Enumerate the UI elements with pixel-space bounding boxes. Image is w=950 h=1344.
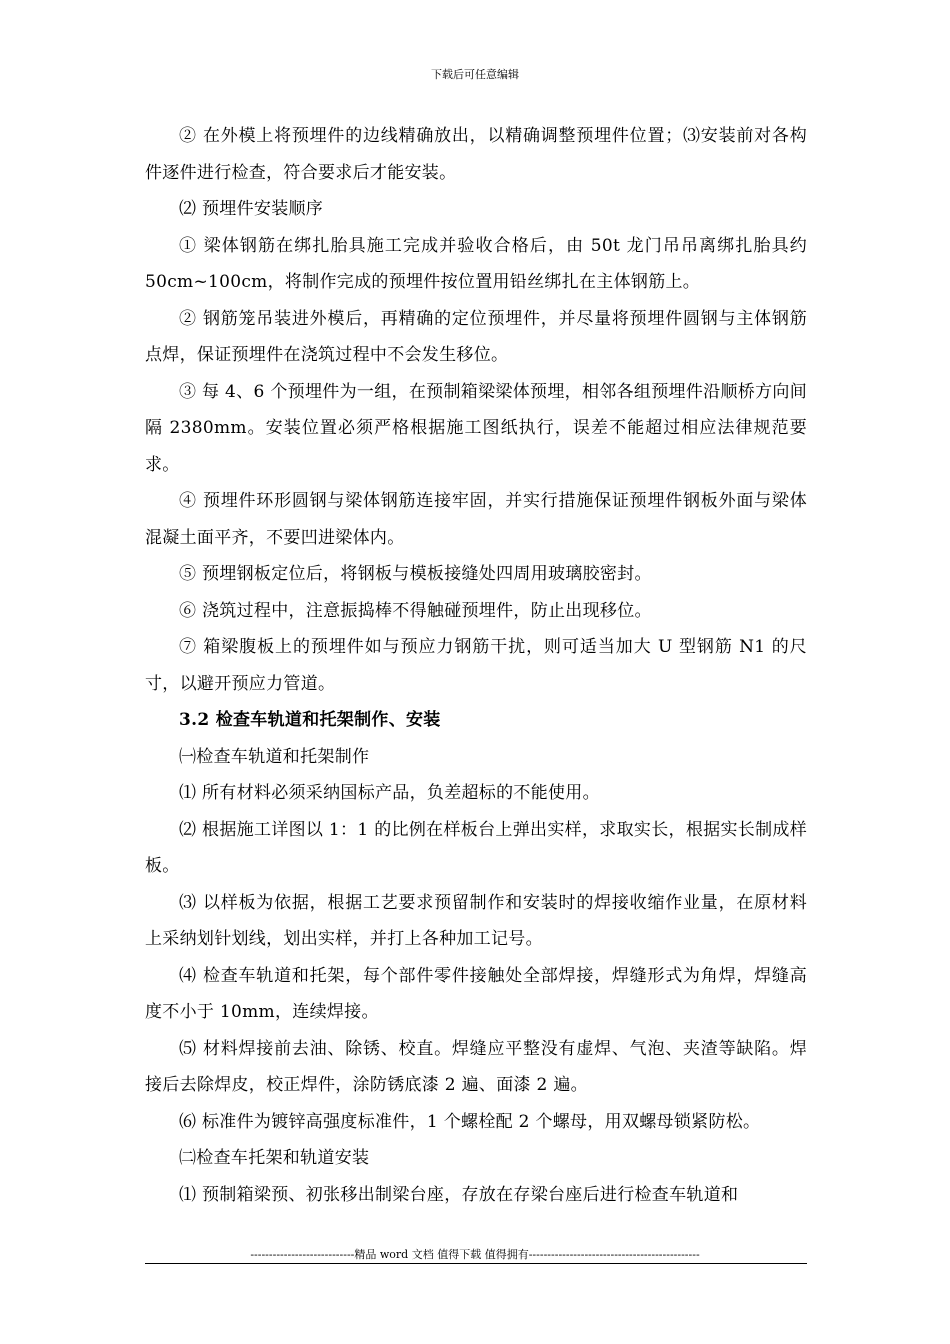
header-note: 下载后可任意编辑 (431, 68, 519, 81)
paragraph: ⑵ 根据施工详图以 1：1 的比例在样板台上弹出实样，求取实长，根据实长制成样板。 (145, 819, 807, 876)
paragraph: ③ 每 4、6 个预埋件为一组，在预制箱梁梁体预埋，相邻各组预埋件沿顺桥方向间隔 2380mm。安装位置必须严格根据施工图纸执行，误差不能超过相应法律规范要求。 (145, 381, 807, 475)
footer-note: ----------------------------精品 word 文档 值得下载 值得拥有---------------------------------------------- (250, 1248, 700, 1261)
paragraph: ⑹ 标准件为镀锌高强度标准件，1 个螺栓配 2 个螺母，用双螺母锁紧防松。 (179, 1111, 761, 1132)
paragraph: ⑶ 以样板为依据，根据工艺要求预留制作和安装时的焊接收缩作业量，在原材料上采纳划针划线，划出实样，并打上各种加工记号。 (145, 892, 807, 949)
paragraph: ① 梁体钢筋在绑扎胎具施工完成并验收合格后，由 50t 龙门吊吊离绑扎胎具约 50cm~100cm，将制作完成的预埋件按位置用铅丝绑扎在主体钢筋上。 (145, 235, 807, 292)
paragraph: ⑴ 所有材料必须采纳国标产品，负差超标的不能使用。 (179, 783, 600, 803)
paragraph: ② 在外模上将预埋件的边线精确放出，以精确调整预埋件位置；⑶安装前对各构件逐件进行检查，符合要求后才能安装。 (145, 126, 807, 183)
section-heading: 3.2 检查车轨道和托架制作、安装 (179, 710, 441, 730)
paragraph: ④ 预埋件环形圆钢与梁体钢筋连接牢固，并实行措施保证预埋件钢板外面与梁体混凝土面平齐，不要凹进梁体内。 (145, 491, 807, 548)
paragraph: ⑤ 预埋钢板定位后，将钢板与模板接缝处四周用玻璃胶密封。 (179, 564, 652, 584)
paragraph: ⑥ 浇筑过程中，注意振捣棒不得触碰预埋件，防止出现移位。 (179, 600, 652, 621)
paragraph: ⑸ 材料焊接前去油、除锈、校直。焊缝应平整没有虚焊、气泡、夹渣等缺陷。焊接后去除焊皮，校正焊件，涂防锈底漆 2 遍、面漆 2 遍。 (145, 1038, 807, 1095)
paragraph: ㈡检查车托架和轨道安装 (179, 1148, 370, 1168)
footer-rule (145, 1263, 807, 1264)
paragraph: ⑷ 检查车轨道和托架，每个部件零件接触处全部焊接，焊缝形式为角焊，焊缝高度不小于 10mm，连续焊接。 (145, 965, 807, 1022)
paragraph: ㈠检查车轨道和托架制作 (179, 746, 370, 767)
document-body (145, 118, 807, 1213)
paragraph: ② 钢筋笼吊装进外模后，再精确的定位预埋件，并尽量将预埋件圆钢与主体钢筋点焊，保证预埋件在浇筑过程中不会发生移位。 (145, 308, 807, 365)
paragraph: ⑦ 箱梁腹板上的预埋件如与预应力钢筋干扰，则可适当加大 U 型钢筋 N1 的尺寸，以避开预应力管道。 (145, 637, 807, 694)
paragraph: ⑵ 预埋件安装顺序 (179, 199, 324, 219)
paragraph: ⑴ 预制箱梁预、初张移出制梁台座，存放在存梁台座后进行检查车轨道和 (179, 1184, 739, 1205)
